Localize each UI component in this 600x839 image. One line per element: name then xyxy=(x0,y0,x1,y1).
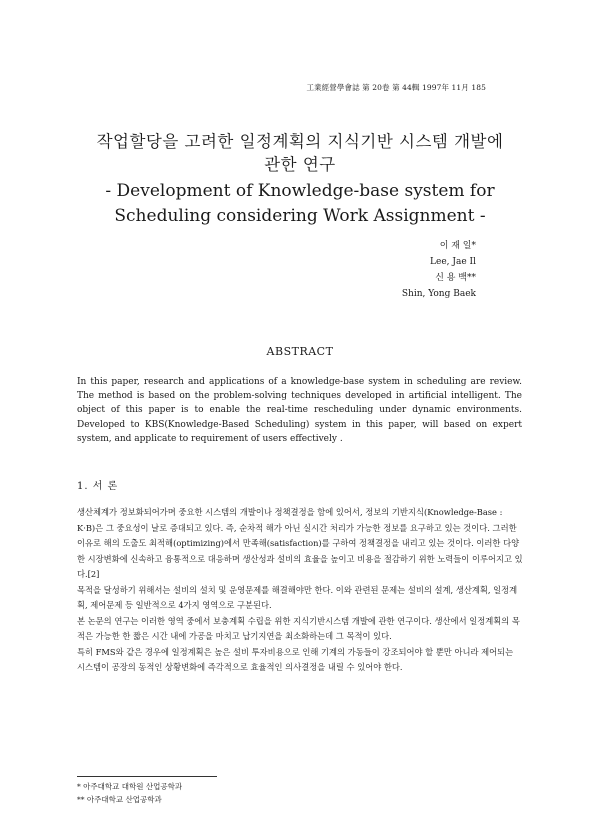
body-paragraph-1: 생산체계가 정보화되어가며 중요한 시스템의 개발이나 정책결정을 함에 있어서, 정보의 기반지식(Knowledge-Base : K·B)은 그 중요성이 날로 증대되고 있다. 즉, 순차적 해가 아닌 실시간 처리가 가능한 정보를 요구하고 있는 것이다. 그러한 이유로 해의 도출도 최적해(optimizing)에서 만족해(satisfaction)를 구하여 정책결정을 내리고 있는 것이다. 이러한 다양한 시장변화에 신속하고 융통적으로 대응하며 생산성과 설비의 효율을 높이고 비용을 절감하기 위한 노력들이 이루어지고 있다.[2] xyxy=(77,507,523,579)
title-korean-line-1: 작업할당을 고려한 일정계획의 지식기반 시스템 개발에 xyxy=(96,132,504,151)
abstract-heading: ABSTRACT xyxy=(266,345,334,358)
title-korean-line-2: 관한 연구 xyxy=(264,155,336,174)
body-paragraph-4: 특히 FMS와 같은 경우에 일정계획은 높은 설비 투자비용으로 인해 기계의 가동들이 강조되어야 할 뿐만 아니라 제어되는 시스템이 공장의 동적인 상황변화에 즉각적으로 효율적인 의사결정을 내릴 수 있어야 한다. xyxy=(77,646,514,672)
body-text xyxy=(77,505,523,676)
author-1-korean: 이 재 일* xyxy=(439,241,476,251)
journal-header: 工業經營學會誌 第 20卷 第 44輯 1997年 11月 185 xyxy=(306,83,486,92)
title-english-line-2: Scheduling considering Work Assignment - xyxy=(114,206,486,226)
title-english-line-1: - Development of Knowledge-base system for xyxy=(105,181,495,201)
author-2-korean: 신 용 백** xyxy=(435,273,476,283)
footnote-2: ** 아주대학교 산업공학과 xyxy=(77,795,162,804)
title-block xyxy=(0,130,600,228)
body-paragraph-3: 본 논문의 연구는 이러한 영역 중에서 보충계획 수립을 위한 지식기반시스템 개발에 관한 연구이다. 생산에서 일정계획의 목적은 가능한 한 짧은 시간 내에 가공을 마치고 납기지연을 최소화하는데 그 목적이 있다. xyxy=(77,615,520,641)
abstract-text: In this paper, research and applications of a knowledge-base system in scheduling are review. The method is based on the problem-solving techniques developed in artificial intelligent. The object of this paper is to enable the real-time rescheduling under dynamic environments. Developed to KBS(Knowledge-Based Scheduling) system in this paper, will based on expert system, and applicate to requirement of users effectively . xyxy=(77,377,522,444)
authors xyxy=(402,238,476,302)
author-2-english: Shin, Yong Baek xyxy=(401,289,476,299)
footnote-1: * 아주대학교 대학원 산업공학과 xyxy=(77,782,183,791)
footnote-divider xyxy=(77,776,217,777)
section-heading-introduction: 1. 서 론 xyxy=(77,481,119,492)
body-paragraph-2: 목적을 달성하기 위해서는 설비의 설치 및 운영문제를 해결해야만 한다. 이와 관련된 문제는 설비의 설계, 생산계획, 일정계획, 제어문제 등 일반적으로 4가지 영역으로 구분된다. xyxy=(77,584,518,610)
footnotes xyxy=(77,780,182,806)
author-1-english: Lee, Jae Il xyxy=(430,257,476,267)
